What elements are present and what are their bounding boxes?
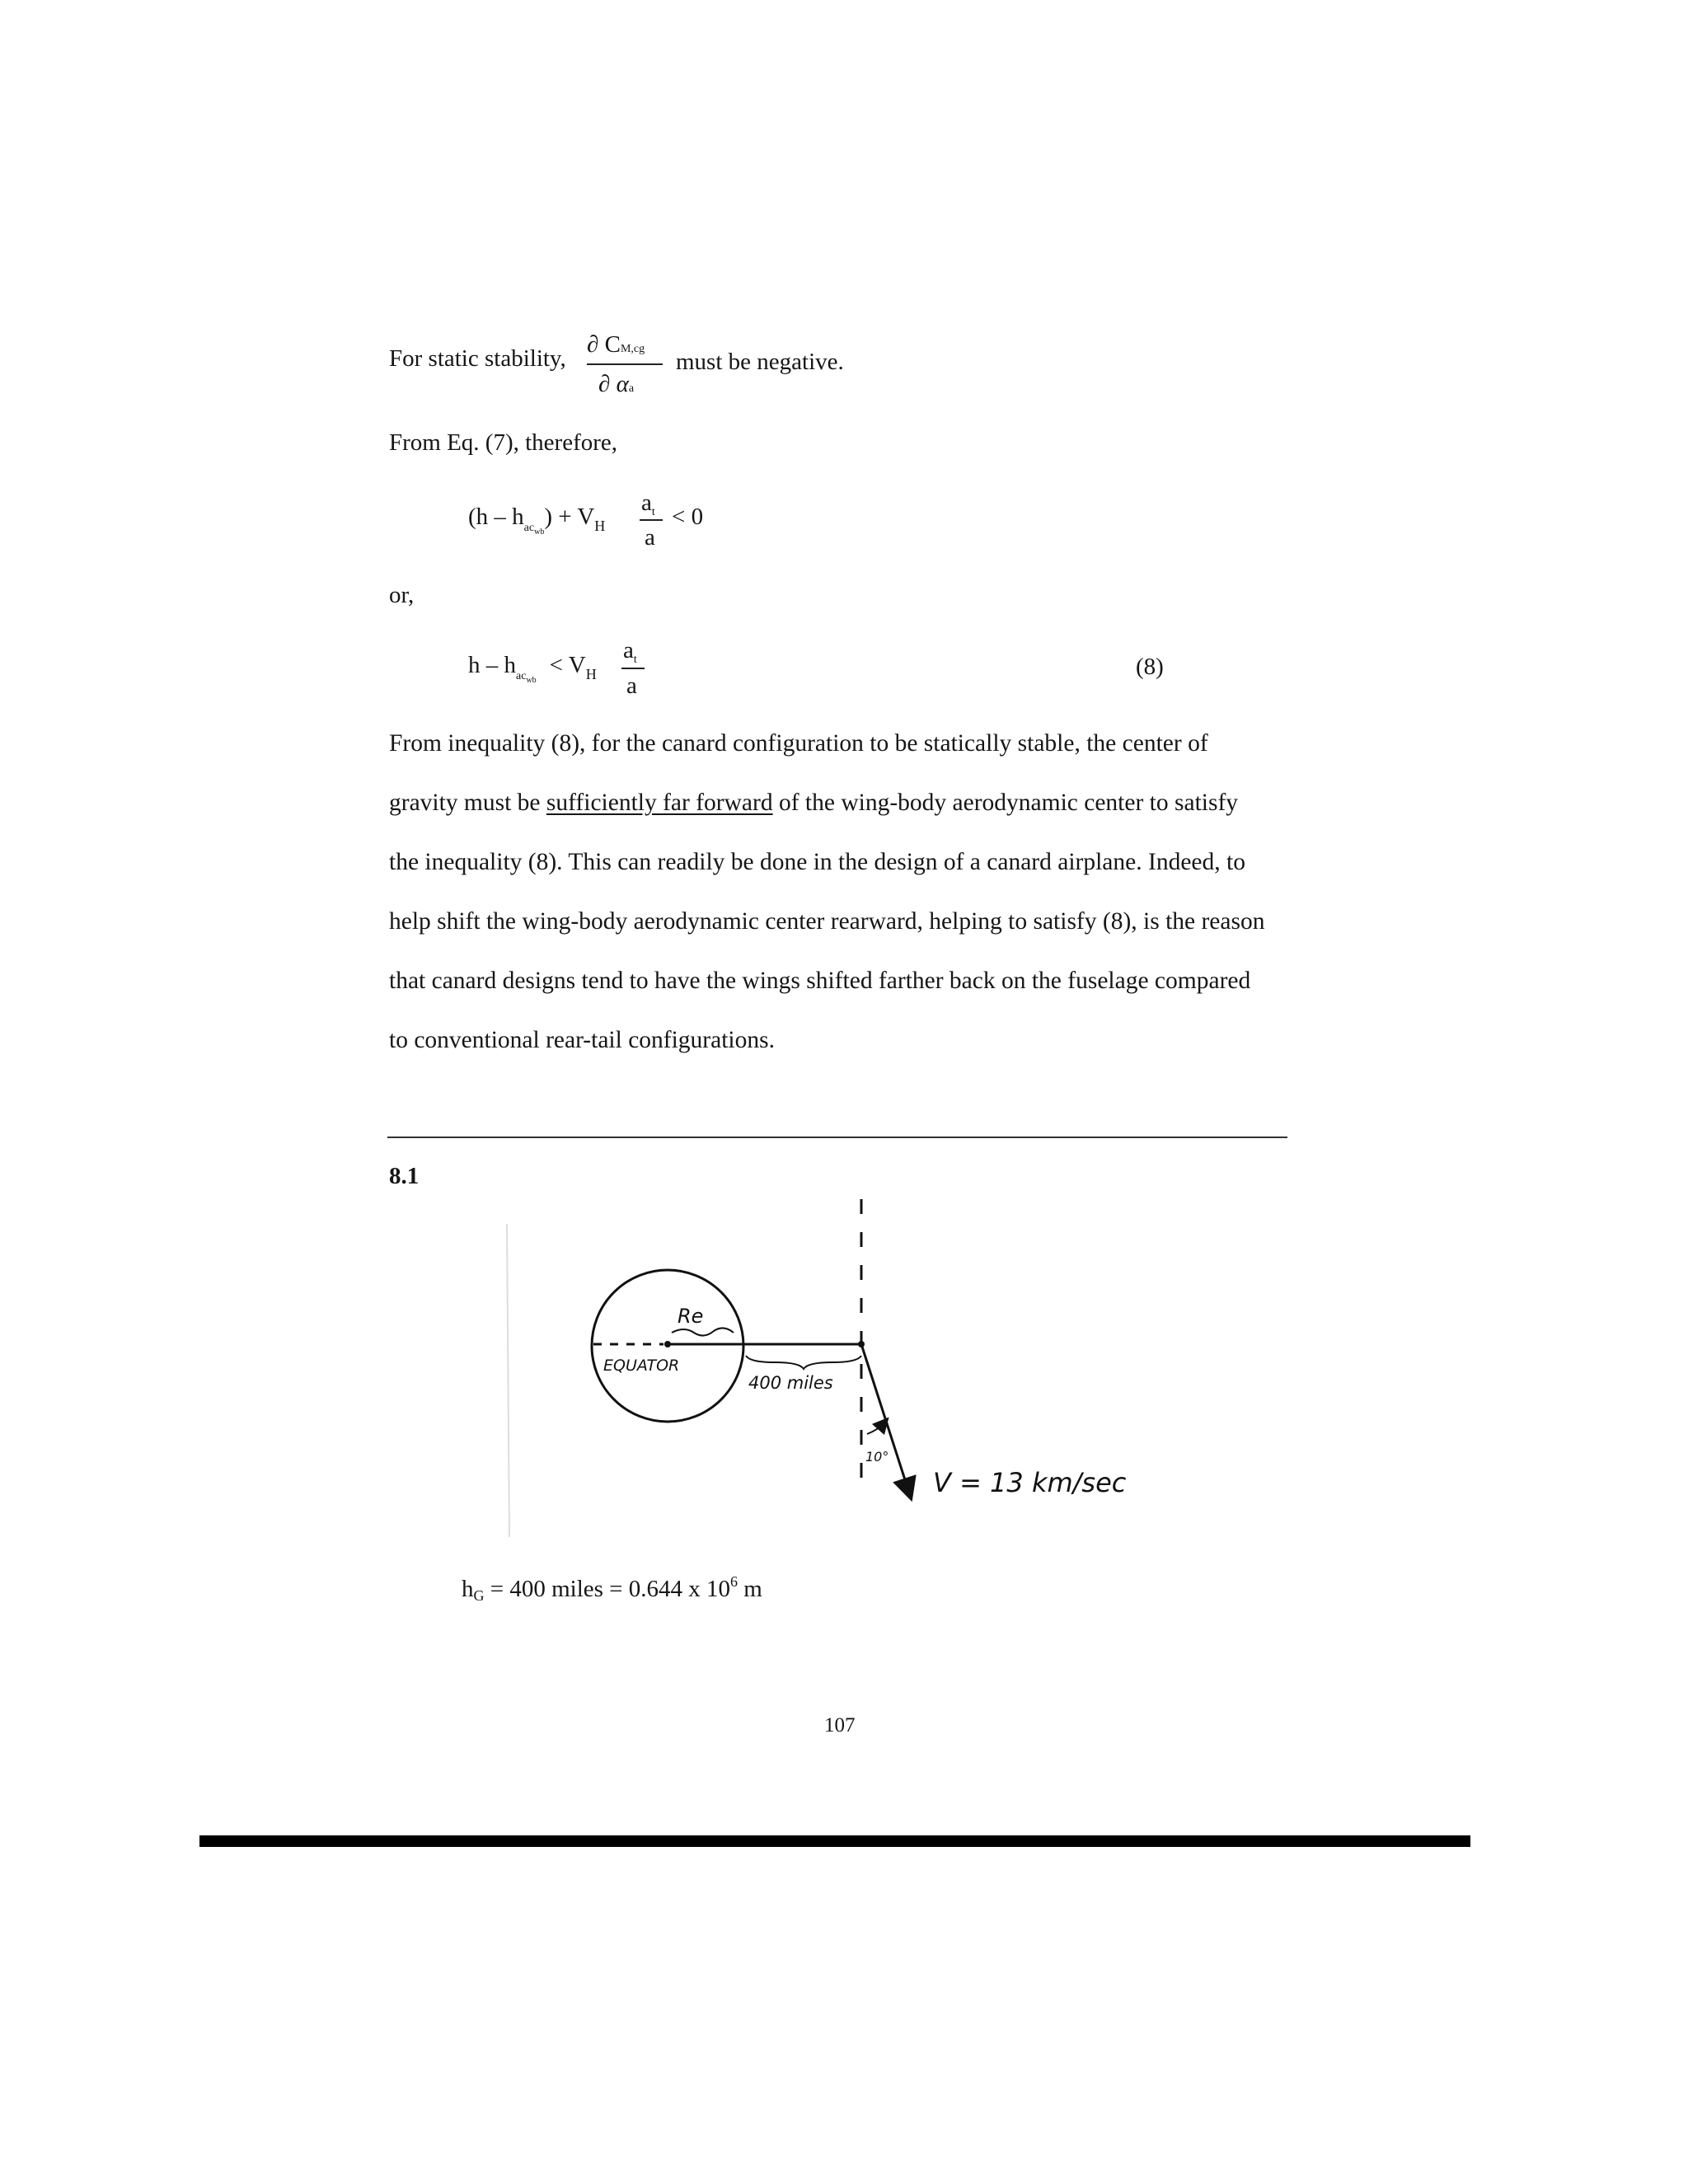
intro-tail: must be negative. [676, 349, 844, 375]
inequality-1-lhs [468, 504, 606, 537]
paragraph-line-2 [389, 786, 1264, 846]
partial-derivative-fraction-bar [587, 363, 663, 365]
equator-label: EQUATOR [603, 1357, 680, 1375]
partial-derivative-denominator [598, 373, 634, 396]
paragraph-line-2b: of the wing-body aerodynamic center to satisfy [772, 790, 1239, 816]
denominator-symbol: ∂ α [598, 371, 629, 397]
angle-arc [867, 1423, 884, 1434]
paragraph-line-5: that canard designs tend to have the wings shifted farther back on the fuselage compared [389, 968, 1251, 994]
re-label: Re [678, 1305, 704, 1328]
height-mid: = 400 miles = 0.644 x 10 [484, 1576, 731, 1602]
equation-number-8: (8) [1136, 654, 1164, 680]
orbit-diagram [462, 1150, 1253, 1545]
bottom-bar [199, 1835, 1470, 1847]
height-sub: G [473, 1587, 485, 1604]
denominator-subscript: a [628, 382, 635, 395]
numerator-subscript: M,cg [620, 343, 645, 355]
paragraph-line-4: help shift the wing-body aerodynamic center rearward, helping to satisfy (8), is the reason [389, 908, 1265, 935]
distance-brace [746, 1356, 861, 1369]
paragraph-line-1: From inequality (8), for the canard configuration to be statically stable, the center of [389, 730, 1208, 757]
ineq2-num-a: a [623, 637, 634, 663]
body-paragraph [389, 727, 1264, 1083]
ineq1-frac-den: a [645, 524, 655, 551]
height-exp: 6 [730, 1573, 738, 1590]
velocity-arrow [861, 1344, 908, 1490]
numerator-symbol: ∂ C [587, 331, 621, 358]
ineq2-lhs: h – h [468, 652, 516, 678]
ineq2-sub-wb: wb [526, 676, 537, 685]
ineq2-frac-bar [621, 668, 645, 669]
paragraph-line-2a: gravity must be [389, 790, 546, 816]
ineq2-frac-num [623, 637, 637, 666]
ineq2-sub-ac: ac [516, 670, 527, 682]
problem-number: 8.1 [389, 1163, 420, 1189]
angle-label: 10° [865, 1449, 889, 1465]
ineq2-relation: < V [549, 652, 586, 678]
paragraph-line-3: the inequality (8). This can readily be done in the design of a canard airplane. Indeed, to [389, 849, 1245, 875]
from-eq-text: From Eq. (7), therefore, [389, 429, 618, 456]
ineq1-close: ) + V [544, 504, 595, 530]
distance-label: 400 miles [748, 1373, 833, 1393]
page-number: 107 [824, 1714, 856, 1736]
re-brace [672, 1328, 734, 1335]
velocity-label: V = 13 km/sec [933, 1467, 1127, 1498]
ineq1-num-sub: t [651, 506, 655, 518]
height-lead: h [462, 1576, 474, 1602]
scan-artifact-line [507, 1224, 509, 1537]
ineq1-num-a: a [641, 490, 652, 516]
ineq2-num-sub: t [633, 654, 637, 666]
ineq2-frac-den: a [626, 673, 637, 699]
underlined-phrase: sufficiently far forward [546, 790, 773, 816]
ineq1-relation: < 0 [672, 504, 704, 530]
ineq1-open: (h – h [468, 504, 524, 530]
partial-derivative-numerator [587, 333, 645, 357]
ineq2-vh-sub: H [585, 666, 597, 682]
ineq1-sub-ac: ac [523, 522, 535, 534]
height-equation [462, 1573, 762, 1604]
section-divider [387, 1137, 1287, 1138]
ineq1-frac-num [641, 490, 655, 518]
intro-lead: For static stability, [389, 345, 566, 372]
ineq1-frac-bar [640, 519, 663, 521]
paragraph-line-6: to conventional rear-tail configurations. [389, 1027, 775, 1053]
or-label: or, [389, 582, 415, 608]
ineq1-sub-wb: wb [534, 527, 545, 537]
inequality-2-lhs [468, 652, 597, 685]
ineq1-vh-sub: H [594, 518, 606, 534]
height-unit: m [738, 1576, 762, 1602]
